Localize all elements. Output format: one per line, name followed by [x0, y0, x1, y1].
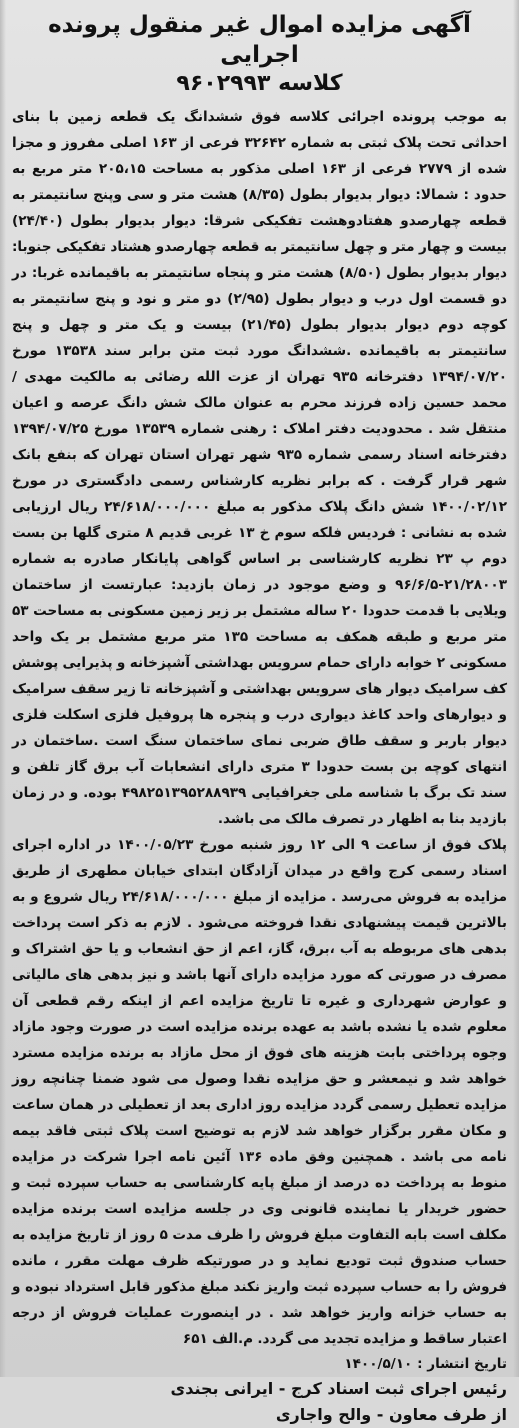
signature-line-2: از طرف معاون - والح واجاری	[275, 1405, 507, 1424]
paragraph-auction-terms: پلاک فوق از ساعت ۹ الی ۱۲ روز شنبه مورخ ۱۴۰۰/۰۵/۲۳ در اداره اجرای اسناد رسمی کرج واقع در میدان آزادگان ابتدای خیابان مطهری از طریق مزایده به فروش می‌رسد . مزایده از مبلغ ۲۴/۶۱۸/۰۰۰/۰۰۰ ریال شروع و به بالاترین قیمت پیشنهادی نقدا فروخته می‌شود . لازم به ذکر است پرداخت بدهی های مربوطه به آب ،برق، گاز، اعم از حق انشعاب و یا حق اشتراک و مصرف در صورتی که مورد مزایده دارای آنها باشد و نیز بدهی های مالیاتی و عوارض شهرداری و غیره تا تاریخ مزایده اعم از اینکه رقم قطعی آن معلوم شده یا نشده باشد به عهده برنده مزایده است در صورت وجود مازاد وجوه پرداختی بابت هزینه های فوق از محل مازاد به برنده مزایده مسترد خواهد شد و نیمعشر و حق مزایده نقدا وصول می شود ضمنا چنانچه روز مزایده تعطیل رسمی گردد مزایده روز اداری بعد از تعطیلی در همان ساعت و مکان مقرر برگزار خواهد شد لازم به توضیح است پلاک ثبتی فاقد بیمه نامه می باشد . همچنین وفق ماده ۱۳۶ آئین نامه اجرا شرکت در مزایده منوط به پرداخت ده درصد از مبلغ پایه کارشناسی به حساب سپرده ثبت و حضور خریدار یا نماینده قانونی وی در جلسه مزایده است برنده مزایده مکلف است بابه التفاوت مبلغ فروش را ظرف مدت ۵ روز از تاریخ مزایده به حساب صندوق ثبت تودیع نماید و در صورتیکه ظرف مهلت مقرر ، مانده فروش را به حساب سپرده ثبت واریز نکند مبلغ مذکور قابل استرداد نبوده و به حساب خزانه واریز خواهد شد . در اینصورت عملیات فروش از درجه اعتبار ساقط و مزایده تجدید می گردد. م.الف ۶۵۱	[12, 837, 507, 1347]
paper-left-edge	[0, 0, 6, 1377]
signature-line-1: رئیس اجرای ثبت اسناد کرج - ایرانی بجندی	[170, 1379, 507, 1398]
publish-date: تاریخ انتشار : ۱۴۰۰/۵/۱۰	[344, 1356, 507, 1372]
case-number: کلاسه ۹۶۰۲۹۹۳	[176, 71, 343, 96]
paragraph-property-description: به موجب پرونده اجرائی کلاسه فوق ششدانگ یک قطعه زمین با بنای احداثی تحت پلاک ثبتی به شماره ۳۲۶۴۲ فرعی از ۱۶۳ اصلی مفروز و مجزا شده از ۲۷۷۹ فرعی از ۱۶۳ اصلی مذکور به مساحت ۲۰۵،۱۵ متر مربع به حدود : شمالا: دیوار بدیوار بطول (۸/۳۵) هشت متر و سی وپنج سانتیمتر به قطعه چهارصدو هفتادوهشت تفکیکی شرقا: دیوار بدیوار بطول (۲۴/۴۰) بیست و چهار متر و چهل سانتیمتر به قطعه چهارصدو هشتاد تفکیکی جنوبا: دیوار بدیوار بطول (۸/۵۰) هشت متر و پنجاه سانتیمتر به باقیمانده غربا: در دو قسمت اول درب و دیوار بطول (۲/۹۵) دو متر و نود و پنج سانتیمتر به کوچه دوم دیوار بدیوار بطول (۲۱/۴۵) بیست و یک متر و چهل و پنج سانتیمتر به باقیمانده .ششدانگ مورد ثبت متن برابر سند ۱۳۵۳۸ مورخ ۱۳۹۴/۰۷/۲۰ دفترخانه ۹۳۵ تهران از عزت الله رضائی به مالکیت مهدی / محمد حسین زاده فرزند محرم به عنوان مالک شش دانگ عرصه و اعیان منتقل شد . محدودیت دفتر املاک : رهنی شماره ۱۳۵۳۹ مورخ ۱۳۹۴/۰۷/۲۵ دفترخانه اسناد رسمی شماره ۹۳۵ شهر تهران استان تهران که بنفع بانک شهر قرار گرفت . که برابر نظریه کارشناس رسمی دادگستری در مورخ ۱۴۰۰/۰۲/۱۲ شش دانگ پلاک مذکور به مبلغ ۲۴/۶۱۸/۰۰۰/۰۰۰ ریال ارزیابی شده به نشانی : فردیس فلکه سوم خ ۱۳ غربی قدیم ۸ متری گلها بن بست دوم پ ۲۳ نظریه کارشناسی بر اساس گواهی پایانکار صادره به شماره ۲۱/۲۸۰۰۳-۹۶/۶/۵ و وضع موجود در زمان بازدید: عبارتست از ساختمان ویلایی با قدمت حدودا ۲۰ ساله مشتمل بر زیر زمین مسکونی به مساحت ۵۳ متر مربع و طبقه همکف به مساحت ۱۳۵ متر مربع مشتمل بر یک واحد مسکونی ۲ خوابه دارای حمام سرویس بهداشتی آشپزخانه و پذیرایی پوشش کف سرامیک دیوار های سرویس بهداشتی و آشپزخانه تا زیر سقف سرامیک و دیوارهای واحد کاغذ دیواری درب و پنجره ها پروفیل فلزی اسکلت فلزی دیوار باربر و سقف طاق ضربی نمای ساختمان سنگ است .ساختمان در انتهای کوچه بن بست حدودا ۳ متری دارای انشعابات آب برق گاز تلفن و سند تک برگ با شناسه ملی جغرافیایی ۴۹۸۲۵۱۳۹۵۲۸۸۹۳۹ بوده. و در زمان بازدید بنا به اظهار در تصرف مالک می باشد.	[12, 109, 508, 827]
notice-body	[12, 104, 507, 1352]
notice-title: آگهی مزایده اموال غیر منقول پرونده اجرایی	[48, 12, 471, 68]
paper-right-edge	[513, 0, 519, 1377]
